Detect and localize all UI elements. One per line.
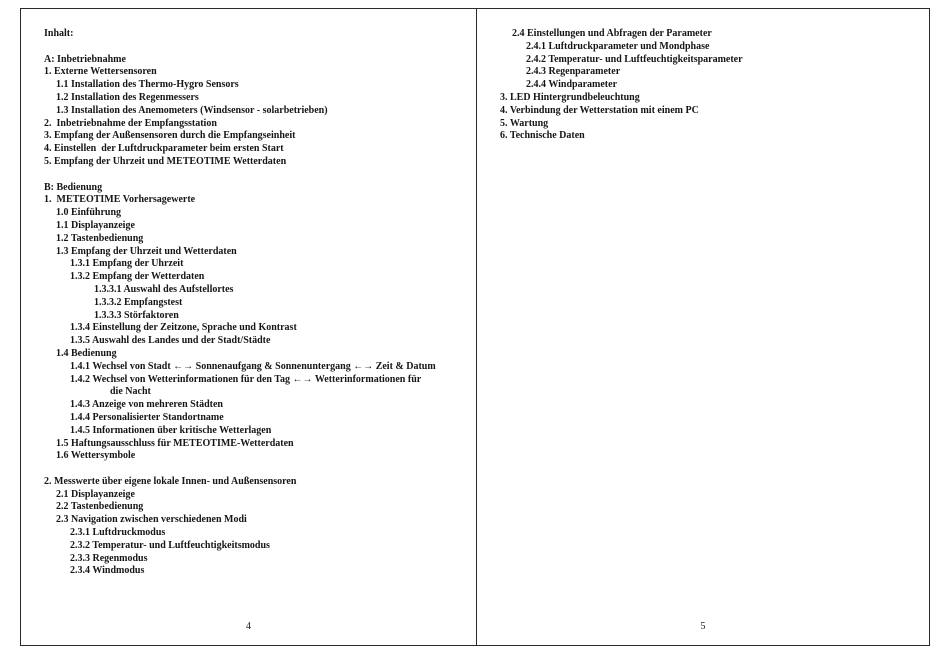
toc-entry: 1.4.1 Wechsel von Stadt ←→ Sonnenaufgang & Sonnenuntergang ←→ Zeit & Datum xyxy=(70,360,436,372)
toc-entry: 2.4.2 Temperatur- und Luftfeuchtigkeitsparameter xyxy=(526,53,743,65)
toc-entry: 1. Externe Wettersensoren xyxy=(44,66,157,78)
toc-entry: 2.4.4 Windparameter xyxy=(526,79,618,91)
toc-entry: 2.3.1 Luftdruckmodus xyxy=(70,527,166,539)
toc-entry: 1.4 Bedienung xyxy=(56,347,117,359)
toc-entry: 1.2 Tastenbedienung xyxy=(56,232,144,244)
toc-entry: 1. METEOTIME Vorhersagewerte xyxy=(44,194,196,206)
blank-line xyxy=(21,463,476,476)
toc-entry: 2.1 Displayanzeige xyxy=(56,488,135,500)
toc-entry: 1.6 Wettersymbole xyxy=(56,450,136,462)
toc-entry: 1.3 Installation des Anemometers (Windsensor - solarbetrieben) xyxy=(56,104,328,116)
toc-section-heading: A: Inbetriebnahme xyxy=(44,53,126,65)
table-of-contents xyxy=(477,28,929,143)
toc-entry: 1.3 Empfang der Uhrzeit und Wetterdaten xyxy=(56,245,237,257)
toc-entry: 1.4.3 Anzeige von mehreren Städten xyxy=(70,399,223,411)
table-of-contents xyxy=(21,28,476,578)
toc-entry: 2. Messwerte über eigene lokale Innen- und Außensensoren xyxy=(44,475,297,487)
toc-title: Inhalt: xyxy=(44,28,74,39)
toc-entry: 2.3.2 Temperatur- und Luftfeuchtigkeitsmodus xyxy=(70,539,270,551)
toc-entry: 3. Empfang der Außensensoren durch die Empfangseinheit xyxy=(44,130,296,142)
toc-entry: 2.2 Tastenbedienung xyxy=(56,501,144,513)
toc-entry: 1.0 Einführung xyxy=(56,207,122,219)
toc-entry: 1.1 Displayanzeige xyxy=(56,219,135,231)
toc-entry: 1.4.2 Wechsel von Wetterinformationen für den Tag ←→ Wetterinformationen für xyxy=(70,373,422,385)
toc-entry: 3. LED Hintergrundbeleuchtung xyxy=(500,91,640,103)
toc-entry: 1.3.5 Auswahl des Landes und der Stadt/Städte xyxy=(70,335,271,347)
toc-entry: 2.3 Navigation zwischen verschiedenen Modi xyxy=(56,514,247,526)
toc-entry: 4. Verbindung der Wetterstation mit einem PC xyxy=(500,104,699,116)
toc-entry: 1.4.4 Personalisierter Standortname xyxy=(70,411,224,423)
toc-entry: 1.3.3.2 Empfangstest xyxy=(94,296,183,308)
toc-entry: 1.3.3.3 Störfaktoren xyxy=(94,309,179,321)
toc-entry: 2.4 Einstellungen und Abfragen der Parameter xyxy=(512,28,712,39)
toc-entry: 1.3.2 Empfang der Wetterdaten xyxy=(70,271,205,283)
toc-entry: 2.3.4 Windmodus xyxy=(70,565,145,577)
toc-entry: 2.4.3 Regenparameter xyxy=(526,66,621,78)
page-right xyxy=(477,9,929,645)
toc-entry: 2.3.3 Regenmodus xyxy=(70,552,148,564)
toc-entry: 1.3.1 Empfang der Uhrzeit xyxy=(70,258,184,270)
toc-entry: 5. Empfang der Uhrzeit und METEOTIME Wetterdaten xyxy=(44,155,287,167)
toc-entry: 1.4.5 Informationen über kritische Wetterlagen xyxy=(70,424,272,436)
toc-entry: 1.2 Installation des Regenmessers xyxy=(56,91,199,103)
toc-entry: 4. Einstellen der Luftdruckparameter beim ersten Start xyxy=(44,143,284,155)
blank-line xyxy=(21,169,476,182)
toc-entry: 1.5 Haftungsausschluss für METEOTIME-Wetterdaten xyxy=(56,437,294,449)
toc-entry: 1.3.4 Einstellung der Zeitzone, Sprache und Kontrast xyxy=(70,322,297,334)
toc-entry: 1.1 Installation des Thermo-Hygro Sensors xyxy=(56,79,239,91)
page-number: 5 xyxy=(700,621,706,632)
toc-entry: 2.4.1 Luftdruckparameter und Mondphase xyxy=(526,40,710,52)
page-left xyxy=(21,9,477,645)
toc-entry: 2. Inbetriebnahme der Empfangsstation xyxy=(44,117,217,129)
toc-entry: 6. Technische Daten xyxy=(500,130,585,142)
document-spread xyxy=(20,8,930,646)
toc-entry-continuation: die Nacht xyxy=(110,386,151,398)
page-number: 4 xyxy=(246,621,251,632)
blank-line xyxy=(21,41,476,54)
toc-section-heading: B: Bedienung xyxy=(44,181,103,193)
toc-entry: 1.3.3.1 Auswahl des Aufstellortes xyxy=(94,283,234,295)
toc-entry: 5. Wartung xyxy=(500,117,549,129)
